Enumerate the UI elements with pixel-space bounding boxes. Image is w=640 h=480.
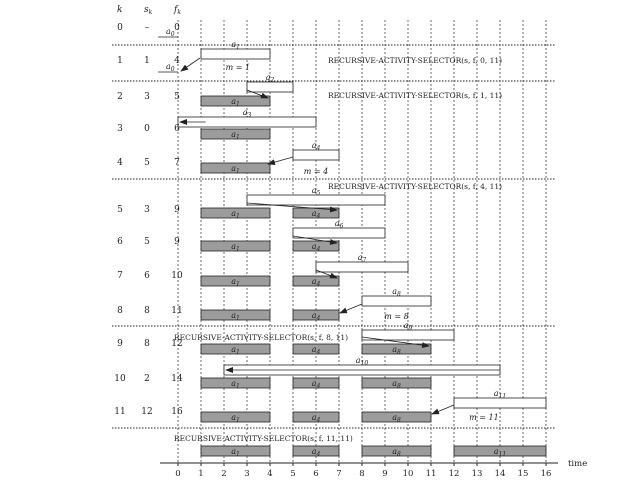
table-cell: 11 xyxy=(114,407,126,417)
activity-label: $a_6$ xyxy=(334,219,344,230)
table-cell: 8 xyxy=(144,339,150,349)
activity-label: $a_2$ xyxy=(265,73,275,84)
axis-tick-label: 3 xyxy=(244,469,250,479)
axis-label: time xyxy=(568,459,588,469)
activity-label: $a_4$ xyxy=(311,447,321,458)
activity-label: $a_{11}$ xyxy=(493,389,507,400)
arrow xyxy=(340,304,362,313)
table-cell: 16 xyxy=(171,407,183,417)
table-cell: 1 xyxy=(144,56,150,66)
table-header: $f_k$ xyxy=(174,5,181,16)
axis-tick-label: 8 xyxy=(359,469,365,479)
arrow xyxy=(432,405,454,414)
activity-label: $a_0$ xyxy=(166,27,175,38)
axis-tick-label: 16 xyxy=(540,469,552,479)
table-cell: 3 xyxy=(144,92,150,102)
table-cell: 14 xyxy=(171,374,183,384)
activity-label: $a_1$ xyxy=(231,242,240,253)
table-cell: 8 xyxy=(144,306,150,316)
axis-tick-label: 12 xyxy=(448,469,460,479)
activity-label: $a_8$ xyxy=(392,345,401,356)
arrow xyxy=(181,58,200,71)
activity-label: $a_1$ xyxy=(231,311,240,322)
table-cell: 5 xyxy=(144,237,150,247)
table-cell: 5 xyxy=(117,205,123,215)
activity-label: $a_4$ xyxy=(311,311,321,322)
axis-tick-label: 0 xyxy=(175,469,181,479)
table-cell: 9 xyxy=(174,205,180,215)
recursive-call-label: RECURSIVE-ACTIVITY-SELECTOR(s, f, 4, 11) xyxy=(328,182,503,191)
table-cell: 5 xyxy=(144,158,150,168)
axis-tick-label: 5 xyxy=(290,469,296,479)
activity-label: $a_4$ xyxy=(311,242,321,253)
activity-label: $a_0$ xyxy=(166,62,175,73)
activity-label: $a_3$ xyxy=(242,108,252,119)
recursive-call-label: RECURSIVE-ACTIVITY-SELECTOR(s, f, 8, 11) xyxy=(174,333,349,342)
activity-label: $a_1$ xyxy=(231,97,240,108)
recursive-call-label: RECURSIVE-ACTIVITY-SELECTOR(s, f, 0, 11) xyxy=(328,56,503,65)
table-cell: 2 xyxy=(117,92,123,102)
activity-label: $a_1$ xyxy=(231,130,240,141)
table-cell: 10 xyxy=(114,374,126,384)
axis-tick-label: 4 xyxy=(267,469,273,479)
table-cell: 6 xyxy=(144,271,150,281)
table-header: k xyxy=(117,5,123,15)
activity-label: $a_1$ xyxy=(231,164,240,175)
table-cell: 12 xyxy=(141,407,153,417)
table-cell: – xyxy=(144,23,150,33)
table-cell: 10 xyxy=(171,271,183,281)
activity-label: $a_9$ xyxy=(403,321,413,332)
axis-tick-label: 2 xyxy=(221,469,227,479)
table-cell: 1 xyxy=(117,56,123,66)
axis-tick-label: 14 xyxy=(494,469,506,479)
table-cell: 7 xyxy=(174,158,180,168)
table-cell: 0 xyxy=(174,23,180,33)
table-cell: 8 xyxy=(117,306,123,316)
activity-label: $a_{11}$ xyxy=(493,447,507,458)
m-label: m = 4 xyxy=(303,167,329,176)
activity-label: $a_8$ xyxy=(392,287,401,298)
table-cell: 7 xyxy=(117,271,123,281)
activity-label: $a_8$ xyxy=(392,413,401,424)
table-cell: 2 xyxy=(144,374,150,384)
table-header: $s_k$ xyxy=(144,5,153,16)
axis-tick-label: 11 xyxy=(425,469,437,479)
axis-tick-label: 7 xyxy=(336,469,342,479)
table-cell: 4 xyxy=(117,158,123,168)
activity-label: $a_4$ xyxy=(311,277,321,288)
activity-label: $a_4$ xyxy=(311,141,321,152)
table-cell: 9 xyxy=(117,339,123,349)
m-label: m = 1 xyxy=(225,63,251,72)
table-cell: 9 xyxy=(174,237,180,247)
table-cell: 4 xyxy=(174,56,180,66)
recursive-call-label: RECURSIVE-ACTIVITY-SELECTOR(s, f, 1, 11) xyxy=(328,91,503,100)
activity-label: $a_{10}$ xyxy=(355,356,369,367)
table-cell: 12 xyxy=(171,339,183,349)
activity-label: $a_1$ xyxy=(231,209,240,220)
activity-label: $a_1$ xyxy=(231,345,240,356)
activity-label: $a_8$ xyxy=(392,447,401,458)
axis-tick-label: 13 xyxy=(471,469,483,479)
m-label: m = 11 xyxy=(469,413,499,422)
table-cell: 6 xyxy=(117,237,123,247)
activity-label: $a_7$ xyxy=(357,253,367,264)
m-label: m = 8 xyxy=(384,312,409,321)
axis-tick-label: 10 xyxy=(402,469,414,479)
table-cell: 0 xyxy=(117,23,123,33)
activity-label: $a_1$ xyxy=(231,413,240,424)
activity-label: $a_4$ xyxy=(311,379,321,390)
activity-label: $a_5$ xyxy=(311,186,321,197)
activity-label: $a_1$ xyxy=(231,379,240,390)
axis-tick-label: 9 xyxy=(382,469,388,479)
table-cell: 5 xyxy=(174,92,180,102)
table-cell: 11 xyxy=(171,306,183,316)
arrow xyxy=(268,157,293,164)
activity-label: $a_8$ xyxy=(392,379,401,390)
recursive-call-label: RECURSIVE-ACTIVITY-SELECTOR(s, f, 11, 11) xyxy=(174,434,353,443)
axis-tick-label: 1 xyxy=(198,469,204,479)
activity-label: $a_1$ xyxy=(231,447,240,458)
table-cell: 6 xyxy=(174,124,180,134)
axis-tick-label: 15 xyxy=(517,469,529,479)
activity-label: $a_4$ xyxy=(311,345,321,356)
activity-label: $a_1$ xyxy=(231,277,240,288)
table-cell: 3 xyxy=(117,124,123,134)
activity-label: $a_4$ xyxy=(311,209,321,220)
axis-tick-label: 6 xyxy=(313,469,319,479)
activity-label: $a_1$ xyxy=(231,40,240,51)
table-cell: 3 xyxy=(144,205,150,215)
activity-label: $a_4$ xyxy=(311,413,321,424)
table-cell: 0 xyxy=(144,124,150,134)
